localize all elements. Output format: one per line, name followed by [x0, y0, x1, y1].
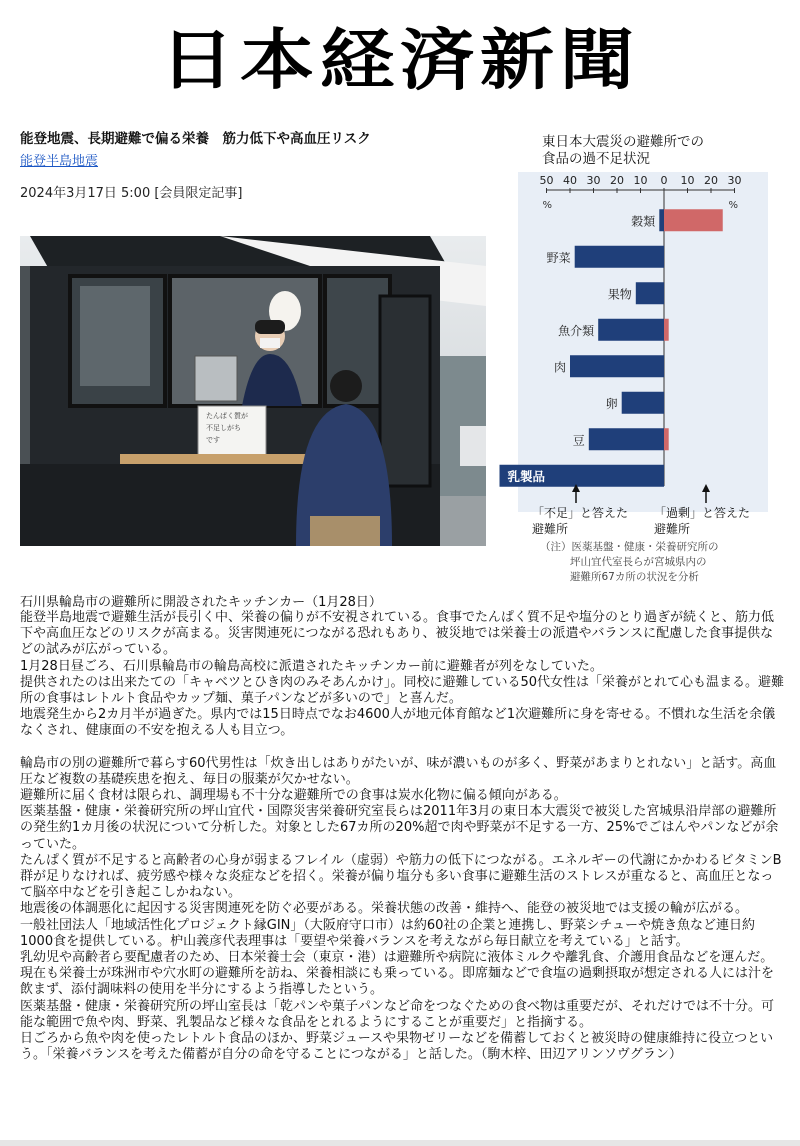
bar-excess: [664, 428, 669, 450]
bar-shortage: [589, 428, 664, 450]
x-tick-label: 10: [633, 174, 648, 187]
x-tick-label: 30: [727, 174, 742, 187]
article-paragraph: 日ごろから魚や肉を使ったレトルト食品のほか、野菜ジュースや果物ゼリーなどを備蓄しておくと被災時の健康維持に役立つという。「栄養バランスを考えた備蓄が自分の命を守ることにつながる」と話した。（駒木梓、田辺アリンソヴグラン）: [20, 1031, 774, 1063]
chart-note-line: （注）医薬基盤・健康・栄養研究所の: [540, 541, 719, 553]
article-paragraph: 乳幼児や高齢者ら要配慮者のため、日本栄養士会（東京・港）は避難所や病院に液体ミルクや離乳食、介護用食品などを運んだ。現在も栄養士が珠洲市や穴水町の避難所を訪ね、栄養相談にも乗っている。即席麺などで食塩の過剰摂取が想定される人には汁を飲まず、添付調味料の使用を半分にするよう指導したという。: [20, 950, 775, 998]
article-paragraph: 避難所に届く食材は限られ、調理場も不十分な避難所での食事は炭水化物に偏る傾向がある。: [20, 788, 567, 804]
article-paragraph: 提供されたのは出来たての「キャベツとひき肉のみそあんかけ」。同校に避難している50代女性は「栄養がとれて心も温まる。避難所の食事はレトルト食品やカップ麺、菓子パンなどが多いので」と喜んだ。: [20, 674, 785, 707]
chart-title-line: 食品の過不足状況: [542, 151, 650, 167]
category-label: 卵: [605, 396, 618, 411]
x-tick-label: 20: [704, 174, 718, 187]
category-label: 穀類: [631, 214, 656, 229]
bar-shortage: [570, 355, 664, 377]
kitchen-car-photo: [20, 236, 486, 546]
category-label: 肉: [553, 360, 566, 375]
category-label: 果物: [607, 287, 632, 302]
x-tick-label: 30: [586, 174, 601, 187]
bar-shortage: [622, 392, 664, 414]
bar-shortage: [659, 209, 664, 231]
x-tick-label: 50: [539, 174, 554, 187]
x-tick-label: 0: [660, 174, 668, 187]
article-paragraph: 医薬基盤・健康・栄養研究所の坪山室長は「乾パンや菓子パンなど命をつなぐための食べ物は重要だが、それだけでは不十分。可能な範囲で魚や肉、野菜、乳製品など様々な食品をとれるようにすることが重要だ」と指摘する。: [20, 998, 775, 1030]
article-paragraph: 一般社団法人「地域活性化プロジェクト縁GIN」（大阪府守口市）は約60社の企業と連携し、野菜シチューや焼き魚など連日約1000食を提供している。枦山義彦代表理事は「要望や栄養バランスを考えながら毎日献立を考えている」と話す。: [20, 917, 756, 949]
paragraph-spacer: [20, 740, 786, 756]
chart-note-line: 坪山宜代室長らが宮城県内の: [570, 556, 707, 568]
photo-sign-text: たんぱく質が: [206, 412, 248, 420]
article-paragraph: 輪島市の別の避難所で暮らす60代男性は「炊き出しはありがたいが、味が濃いものが多く、野菜があまりとれない」と話す。高血圧など複数の基礎疾患を抱え、毎日の服薬が欠かせない。: [20, 755, 777, 787]
category-label: 豆: [572, 433, 585, 448]
chart-note-line: 避難所67カ所の状況を分析: [570, 571, 699, 583]
legend-label-shortage: 「不足」と答えた: [532, 506, 629, 520]
x-tick-label: 20: [610, 174, 624, 187]
article-paragraph: 地震発生から2カ月半が過ぎた。県内では15日時点でなお4600人が地元体育館など1次避難所に身を寄せる。不慣れな生活を余儀なくされ、健康面の不安を抱える人も目立つ。: [20, 707, 776, 739]
article-paragraph: たんぱく質が不足すると高齢者の心身が弱まるフレイル（虚弱）や筋力の低下につながる。エネルギーの代謝にかかわるビタミンB群が足りなければ、疲労感や様々な炎症などを招く。栄養が偏り塩分も多い食事に避難生活のストレスが重なると、高血圧となって脳卒中などを引き起こしかねない。: [20, 852, 782, 901]
chart-svg: [507, 128, 782, 588]
category-label: 野菜: [546, 250, 571, 265]
bar-shortage: [598, 319, 664, 341]
bar-excess: [664, 319, 669, 341]
article-paragraph: 能登半島地震で避難生活が長引く中、栄養の偏りが不安視されている。食事でたんぱく質不足や塩分のとり過ぎが続くと、筋力低下や高血圧などのリスクが高まる。災害関連死につながる恐れもあり、被災地では栄養士の派遣やバランスに配慮した食事提供などの試みが広がっている。: [20, 610, 775, 658]
x-tick-label: 40: [563, 174, 577, 187]
food-shortage-chart: [507, 128, 782, 588]
article-headline: 能登地震、長期避難で偏る栄養 筋力低下や高血圧リスク: [20, 131, 371, 147]
unit-label-left: %: [542, 200, 553, 211]
bar-shortage: [636, 282, 664, 304]
category-label: 魚介類: [558, 323, 595, 338]
photo-caption: 石川県輪島市の避難所に開設されたキッチンカー（1月28日）: [20, 595, 382, 610]
x-tick-label: 10: [680, 174, 695, 187]
article-dateline: 2024年3月17日 5:00 [会員限定記事]: [20, 186, 243, 201]
article-photo: [20, 236, 486, 546]
page-footer-bar: [0, 1140, 800, 1146]
masthead: [0, 0, 800, 110]
svg-text:です: です: [206, 436, 220, 444]
bar-excess: [664, 209, 723, 231]
category-label: 乳製品: [507, 468, 546, 484]
legend-label-excess: 「過剰」と答えた: [654, 506, 751, 520]
article-paragraph: 医薬基盤・健康・栄養研究所の坪山宜代・国際災害栄養研究室長らは2011年3月の東日本大震災で被災した宮城県沿岸部の避難所の発生約1カ月後の状況について分析した。対象とした67カ所の20%超で肉や野菜が不足する一方、25%でごはんやパンなどが余っていた。: [20, 804, 779, 852]
legend-label-shortage-2: 避難所: [532, 522, 569, 536]
legend-label-excess-2: 避難所: [654, 522, 691, 536]
unit-label-right: %: [728, 200, 739, 211]
article-paragraph: 地震後の体調悪化に起因する災害関連死を防ぐ必要がある。栄養状態の改善・維持へ、能登の被災地では支援の輪が広がる。: [20, 901, 749, 917]
topic-tag-link[interactable]: 能登半島地震: [20, 154, 99, 169]
article-body: [20, 610, 786, 1063]
article-paragraph: 1月28日昼ごろ、石川県輪島市の輪島高校に派遣されたキッチンカー前に避難者が列をなしていた。: [20, 658, 603, 674]
newspaper-logo: 日本経済新聞: [160, 22, 640, 99]
svg-text:不足しがち: 不足しがち: [206, 424, 241, 432]
chart-title-line: 東日本大震災の避難所での: [542, 134, 704, 150]
bar-shortage: [575, 246, 664, 268]
